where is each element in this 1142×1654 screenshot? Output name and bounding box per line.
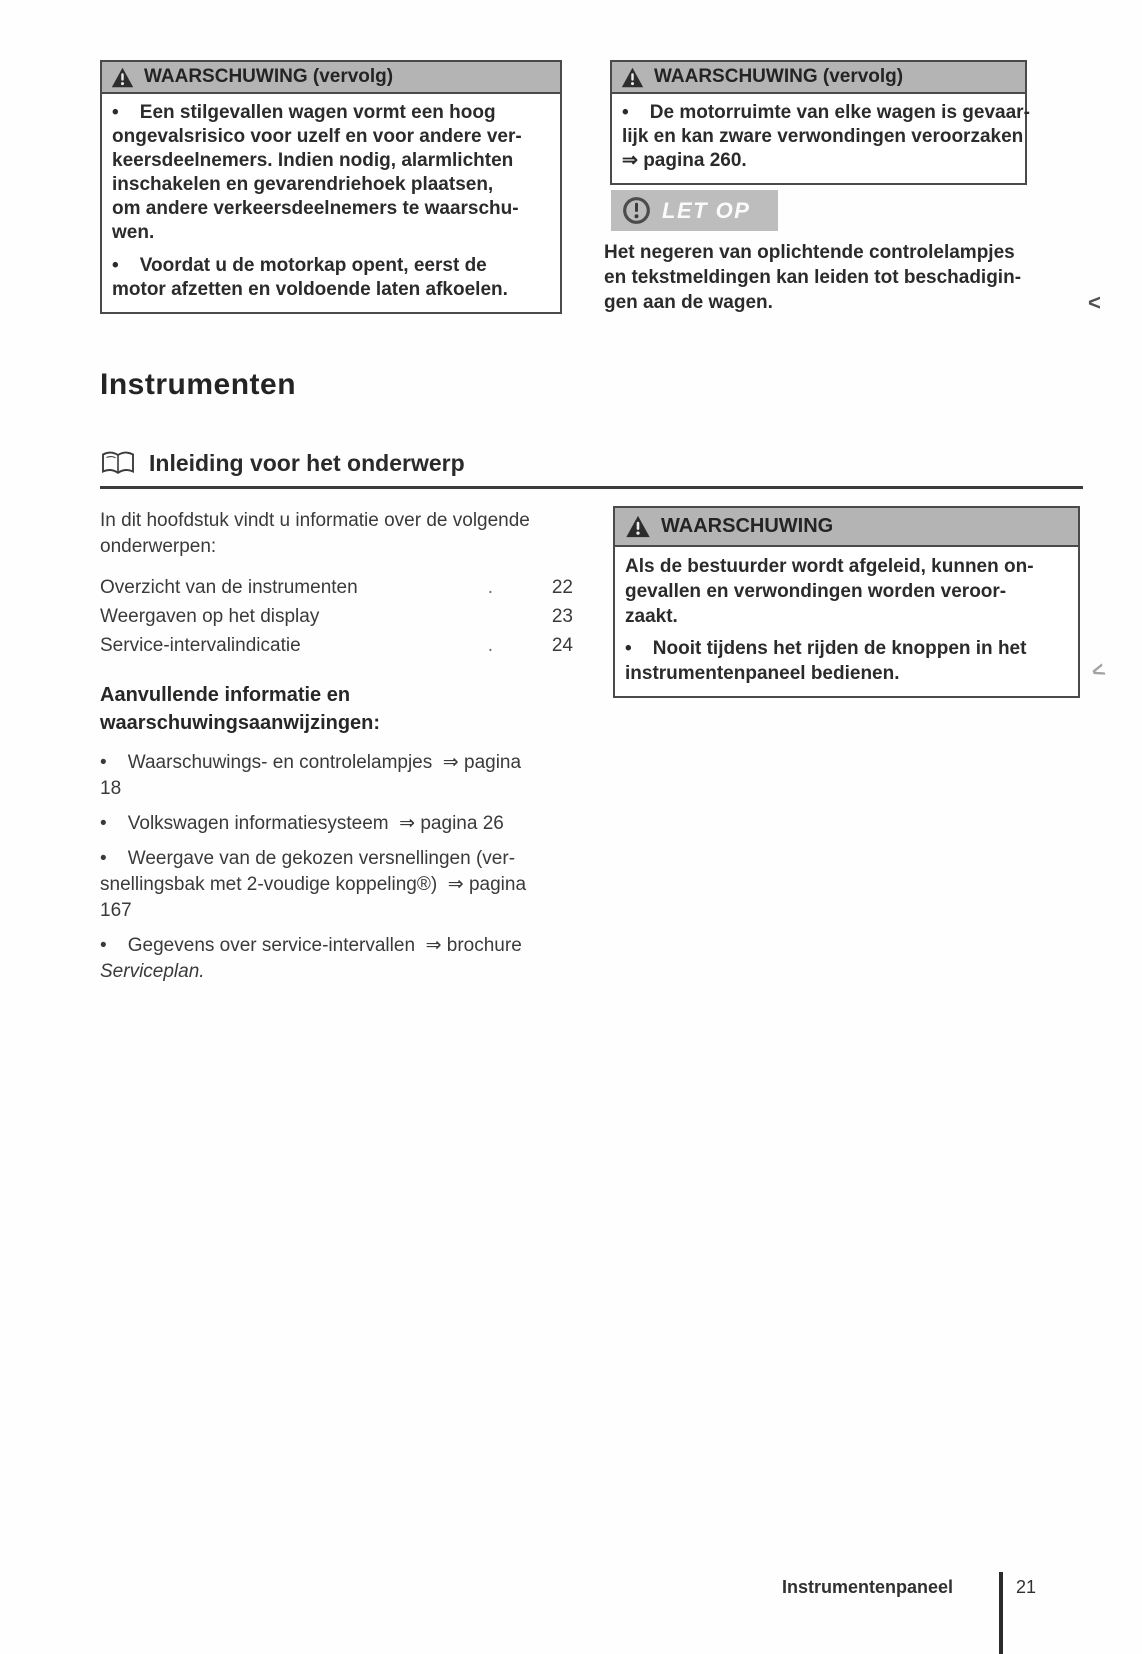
- warning-box-top-left: [100, 60, 562, 314]
- footer-divider: [999, 1572, 1003, 1654]
- left-column: [100, 508, 573, 985]
- bullet-paragraph: • De motorruimte van elke wagen is gevaar- lijk en kan zware verwondingen veroorzaken ⇒ pagina 260.: [622, 102, 1030, 171]
- warning-body: [615, 547, 1078, 696]
- bullet-paragraph: • Nooit tijdens het rijden de knoppen in het instrumentenpaneel bedienen.: [625, 638, 1027, 684]
- additional-bullet-list: [100, 750, 573, 985]
- warning-body: [612, 94, 1030, 183]
- notice-body: Het negeren van oplichtende controlelampjes en tekstmeldingen kan leiden tot beschadigin- gen aan de wagen.: [604, 242, 1022, 313]
- chapter-title: Instrumenten: [100, 368, 297, 401]
- warning-paragraph: Als de bestuurder wordt afgeleid, kunnen on- gevallen en verwondingen worden veroor- zaakt.: [625, 556, 1034, 627]
- toc-label: Weergaven op het display: [100, 606, 320, 627]
- additional-info-heading: Aanvullende informatie en waarschuwingsaanwijzingen:: [100, 684, 381, 734]
- toc-page-number: 22: [551, 577, 573, 598]
- open-book-icon: [100, 450, 136, 477]
- footer-page-number: 21: [1016, 1577, 1037, 1597]
- intro-paragraph: In dit hoofdstuk vindt u informatie over de volgende onderwerpen:: [100, 510, 530, 557]
- toc-list: [100, 573, 573, 660]
- warning-triangle-icon: [111, 67, 134, 88]
- section-heading: [100, 450, 1083, 489]
- warning-header: [612, 62, 1025, 94]
- toc-label: Service-intervalindicatie: [100, 635, 301, 656]
- warning-box-mid-right: [613, 506, 1080, 698]
- end-of-section-mark: <: [1088, 290, 1101, 315]
- warning-title: WAARSCHUWING: [661, 515, 834, 537]
- warning-header: [615, 508, 1078, 547]
- bullet-paragraph: • Voordat u de motorkap opent, eerst de motor afzetten en voldoende laten afkoelen.: [112, 255, 508, 300]
- bullet-item: • Waarschuwings- en controlelampjes ⇒ pagina 18: [100, 752, 522, 799]
- warning-triangle-icon: [625, 515, 651, 538]
- warning-title: WAARSCHUWING (vervolg): [144, 66, 394, 87]
- toc-leader: .: [487, 577, 493, 598]
- warning-header: [102, 62, 560, 94]
- toc-label: Overzicht van de instrumenten: [100, 577, 358, 598]
- toc-page-number: 24: [551, 635, 573, 656]
- bullet-item: • Volkswagen informatiesysteem ⇒ pagina 26: [100, 813, 504, 834]
- notice-let-op: [604, 190, 1032, 315]
- toc-row: [100, 631, 573, 660]
- warning-title: WAARSCHUWING (vervolg): [654, 66, 904, 87]
- toc-page-number: 23: [551, 606, 573, 627]
- warning-body: [102, 94, 560, 312]
- toc-row: [100, 573, 573, 602]
- warning-box-top-right: [610, 60, 1030, 185]
- notice-badge: [611, 190, 778, 231]
- toc-row: [100, 602, 573, 631]
- bullet-paragraph: • Een stilgevallen wagen vormt een hoog ongevalsrisico voor uzelf en voor andere ver- keersdeelnemers. Indien nodig, alarmlichten inschakelen en gevarendriehoek plaatsen, om andere verkeersdeelnemers te waarschu- wen.: [112, 102, 522, 243]
- toc-leader: [319, 602, 537, 631]
- notice-badge-label: LET OP: [662, 197, 751, 223]
- footer-section-label: Instrumentenpaneel: [782, 1577, 954, 1597]
- warning-triangle-icon: [621, 67, 644, 88]
- toc-leader: .: [487, 635, 493, 656]
- bullet-item: • Weergave van de gekozen versnellingen (ver- snellingsbak met 2-voudige koppeling®) ⇒ pagina 167: [100, 848, 527, 921]
- section-title: Inleiding voor het onderwerp: [149, 450, 465, 476]
- bullet-item: • Gegevens over service-intervallen ⇒ brochure Serviceplan.: [100, 935, 522, 982]
- end-of-section-mark: <: [1088, 656, 1109, 685]
- exclamation-circle-icon: [622, 196, 651, 225]
